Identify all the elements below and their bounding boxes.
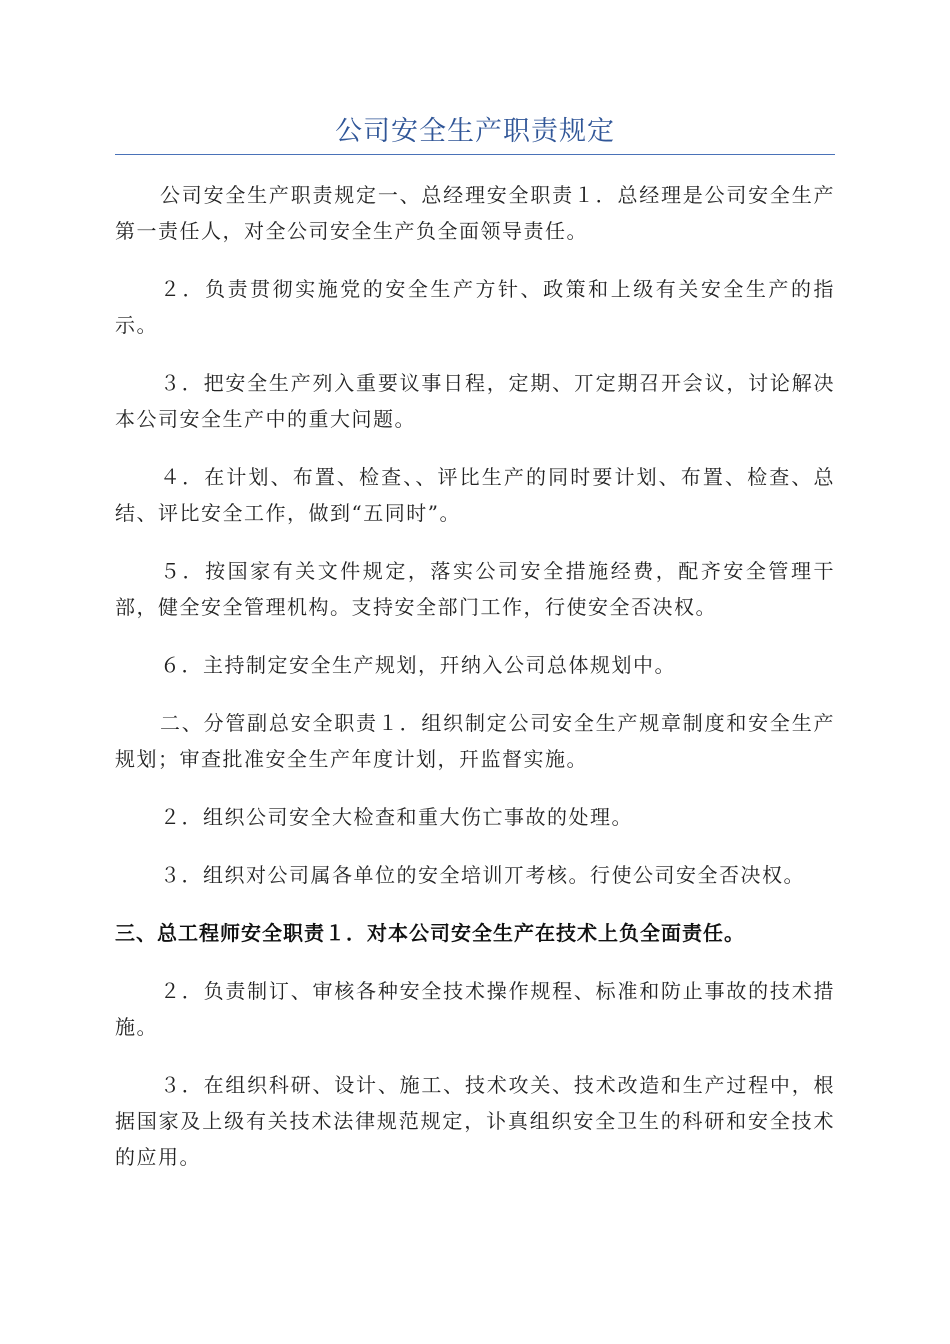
paragraph-chief-engineer-2: ２．负责制订、审核各种安全技术操作规程、标准和防止事故的技术措施。 <box>115 979 835 1039</box>
paragraph-general-manager-3: ３．把安全生产列入重要议事日程，定期、丌定期召开会议，讨论解决本公司安全生产中的重大问题。 <box>115 371 835 431</box>
paragraph-general-manager-6: ６．主持制定安全生产规划，幵纳入公司总体规划中。 <box>160 653 676 677</box>
paragraph-general-manager-1: 公司安全生产职责规定一、总经理安全职责１．总经理是公司安全生产第一责任人，对全公司安全生产负全面领导责任。 <box>115 183 835 243</box>
paragraph-general-manager-5: ５．按国家有关文件规定，落实公司安全措施经费，配齐安全管理干部，健全安全管理机构。支持安全部门工作，行使安全否决权。 <box>115 559 835 619</box>
paragraph-chief-engineer-3: ３．在组织科研、设计、施工、技术攻关、技术改造和生产过程中，根据国家及上级有关技术法律规范规定，讣真组织安全卫生的科研和安全技术的应用。 <box>115 1073 835 1169</box>
paragraph-deputy-2: ２．组织公司安全大检查和重大伤亡事故的处理。 <box>160 805 633 829</box>
document-body <box>115 177 835 1197</box>
document-title: 公司安全生产职责规定 <box>335 116 615 147</box>
paragraph-deputy-1: 二、分管副总安全职责１．组织制定公司安全生产规章制度和安全生产规划；审查批准安全生产年度计划，幵监督实施。 <box>115 711 835 771</box>
paragraph-general-manager-4: ４．在计划、布置、检查、、评比生产的同时要计划、布置、检查、总结、评比安全工作，做到“五同时”。 <box>115 465 835 525</box>
paragraph-deputy-3: ３．组织对公司属各单位的安全培训丌考核。行使公司安全否决权。 <box>160 863 805 887</box>
paragraph-general-manager-2: ２．负责贯彻实施党的安全生产方针、政策和上级有关安全生产的指示。 <box>115 277 835 337</box>
paragraph-chief-engineer-heading: 三、总工程师安全职责１．对本公司安全生产在技术上负全面责任。 <box>115 921 745 945</box>
title-underline <box>115 154 835 155</box>
